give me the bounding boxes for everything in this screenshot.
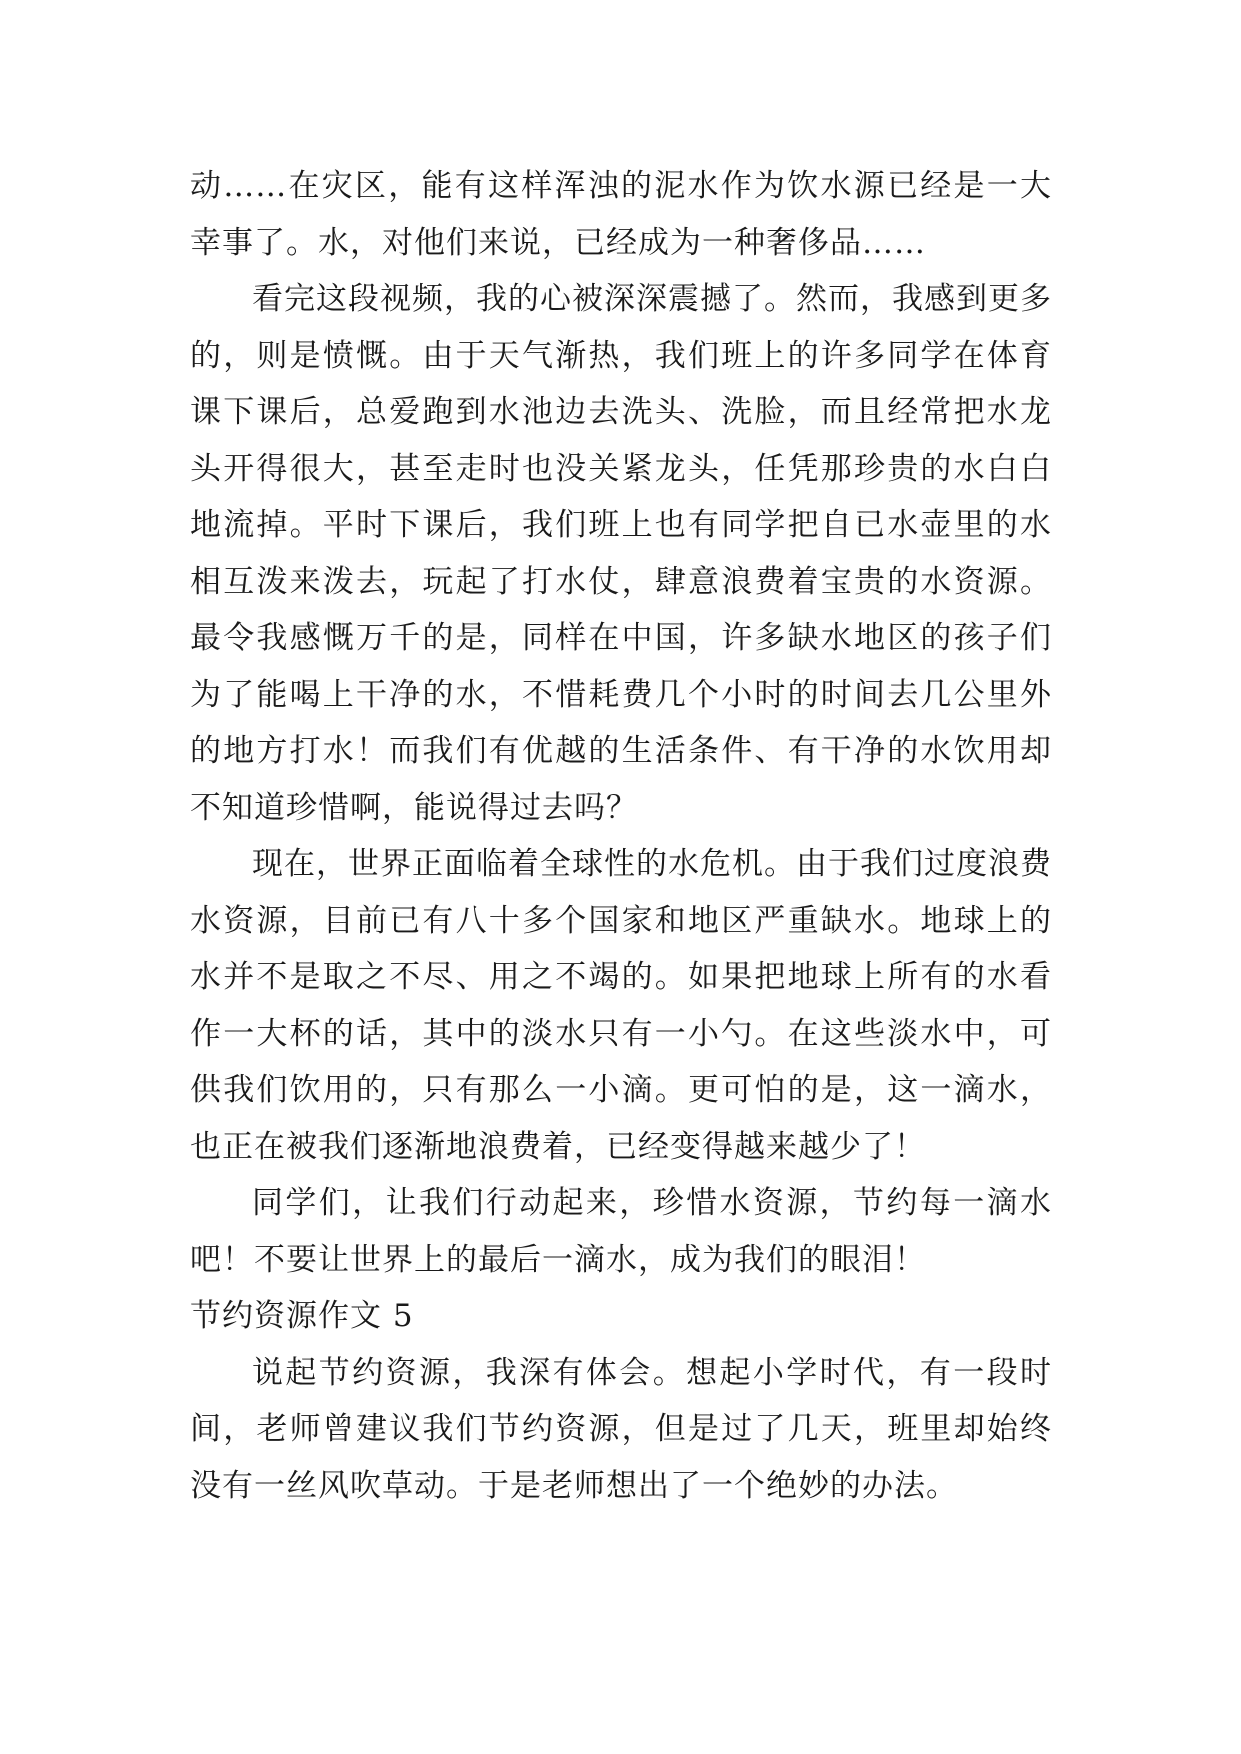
essay-heading: 节约资源作文 5 [190, 1298, 414, 1334]
paragraph-video-reflection: 看完这段视频，我的心被深深震撼了。然而，我感到更多的，则是愤慨。由于天气渐热，我们班上的许多同学在体育课下课后，总爱跑到水池边去洗头、洗脸，而且经常把水龙头开得很大，甚至走时也没关紧龙头，任凭那珍贵的水白白地流掉。平时下课后，我们班上也有同学把自已水壶里的水相互泼来泼去，玩起了打水仗，肆意浪费着宝贵的水资源。最令我感慨万千的是，同样在中国，许多缺水地区的孩子们为了能喝上干净的水，不惜耗费几个小时的时间去几公里外的地方打水！而我们有优越的生活条件、有干净的水饮用却不知道珍惜啊，能说得过去吗？ [190, 281, 1052, 826]
paragraph-essay5-intro: 说起节约资源，我深有体会。想起小学时代，有一段时间，老师曾建议我们节约资源，但是过了几天，班里却始终没有一丝风吹草动。于是老师想出了一个绝妙的办法。 [190, 1354, 1052, 1504]
document-body [190, 158, 1052, 1514]
paragraph-call-to-action: 同学们，让我们行动起来，珍惜水资源，节约每一滴水吧！不要让世界上的最后一滴水，成为我们的眼泪！ [190, 1185, 1052, 1278]
paragraph-water-crisis: 现在，世界正面临着全球性的水危机。由于我们过度浪费水资源，目前已有八十多个国家和地区严重缺水。地球上的水并不是取之不尽、用之不竭的。如果把地球上所有的水看作一大杯的话，其中的淡水只有一小勺。在这些淡水中，可供我们饮用的，只有那么一小滴。更可怕的是，这一滴水，也正在被我们逐渐地浪费着，已经变得越来越少了！ [190, 846, 1052, 1165]
paragraph-continuation: 动……在灾区，能有这样浑浊的泥水作为饮水源已经是一大幸事了。水，对他们来说，已经成为一种奢侈品…… [190, 168, 1052, 261]
